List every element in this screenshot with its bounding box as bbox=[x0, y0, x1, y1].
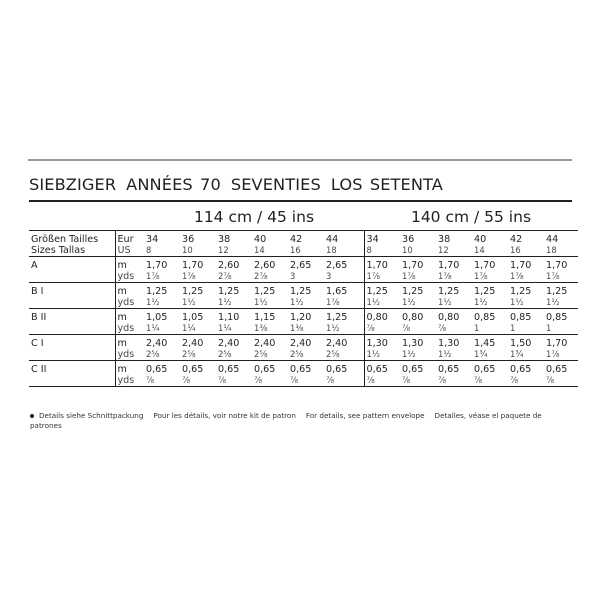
table-cell bbox=[324, 283, 364, 309]
meters-value: 0,65 bbox=[182, 364, 204, 375]
meters-value: 1,25 bbox=[474, 286, 496, 297]
meters-value: 2,60 bbox=[218, 260, 240, 271]
table-cell bbox=[472, 361, 508, 387]
meters-value: 1,25 bbox=[146, 286, 168, 297]
table-row bbox=[29, 283, 578, 309]
table-row bbox=[29, 257, 578, 283]
top-divider bbox=[28, 159, 572, 161]
meters-value: 2,40 bbox=[326, 338, 348, 349]
us-size: 12 bbox=[438, 245, 449, 255]
view-label: A bbox=[29, 257, 115, 283]
eur-size: 42 bbox=[290, 234, 303, 245]
unit-yds: yds bbox=[117, 297, 135, 308]
yards-value: 1½ bbox=[218, 297, 232, 307]
yards-value: 1½ bbox=[326, 323, 340, 333]
yards-value: 2⅝ bbox=[254, 349, 268, 359]
table-row bbox=[29, 335, 578, 361]
table-cell bbox=[364, 283, 400, 309]
meters-value: 0,65 bbox=[290, 364, 312, 375]
yards-value: 1½ bbox=[402, 349, 416, 359]
table-cell bbox=[508, 257, 544, 283]
yards-value: 1⅞ bbox=[402, 271, 416, 281]
meters-value: 1,30 bbox=[438, 338, 460, 349]
meters-value: 0,65 bbox=[366, 364, 388, 375]
yards-value: 1⅞ bbox=[438, 271, 452, 281]
yards-value: ⅞ bbox=[402, 375, 411, 385]
unit-yds: yds bbox=[117, 323, 135, 334]
yards-value: 1¼ bbox=[182, 323, 196, 333]
meters-value: 1,25 bbox=[254, 286, 276, 297]
table-cell bbox=[324, 309, 364, 335]
meters-value: 1,70 bbox=[510, 260, 532, 271]
unit-m: m bbox=[117, 338, 127, 349]
table-cell bbox=[544, 361, 578, 387]
meters-value: 0,65 bbox=[254, 364, 276, 375]
yardage-table bbox=[29, 204, 578, 387]
eur-size: 40 bbox=[254, 234, 267, 245]
meters-value: 1,25 bbox=[510, 286, 532, 297]
eur-size: 38 bbox=[438, 234, 451, 245]
table-cell bbox=[364, 335, 400, 361]
unit-m: m bbox=[117, 312, 127, 323]
table-cell bbox=[324, 257, 364, 283]
yards-value: 1½ bbox=[146, 297, 160, 307]
eur-size: 42 bbox=[510, 234, 523, 245]
meters-value: 1,70 bbox=[182, 260, 204, 271]
title-french: ANNÉES 70 bbox=[126, 175, 221, 194]
yards-value: 1 bbox=[474, 323, 480, 333]
yards-value: 2⅝ bbox=[290, 349, 304, 359]
fabric-width-row bbox=[29, 204, 578, 231]
yards-value: 2⅞ bbox=[254, 271, 268, 281]
meters-value: 0,80 bbox=[438, 312, 460, 323]
bullet-icon bbox=[30, 414, 34, 418]
meters-value: 0,85 bbox=[546, 312, 568, 323]
table-cell bbox=[400, 361, 436, 387]
yards-value: ⅞ bbox=[546, 375, 555, 385]
us-size: 10 bbox=[402, 245, 413, 255]
yards-value: 1⅞ bbox=[366, 271, 380, 281]
meters-value: 1,25 bbox=[290, 286, 312, 297]
eur-size: 44 bbox=[326, 234, 339, 245]
us-size: 14 bbox=[474, 245, 485, 255]
meters-value: 2,60 bbox=[254, 260, 276, 271]
yards-value: 1½ bbox=[402, 297, 416, 307]
yards-value: 1½ bbox=[438, 297, 452, 307]
yards-value: 1⅞ bbox=[474, 271, 488, 281]
meters-value: 1,20 bbox=[290, 312, 312, 323]
yards-value: 1¾ bbox=[510, 349, 524, 359]
table-cell bbox=[400, 335, 436, 361]
meters-value: 0,80 bbox=[366, 312, 388, 323]
meters-value: 1,50 bbox=[510, 338, 532, 349]
yards-value: ⅞ bbox=[218, 375, 227, 385]
size-system-label: Eur US bbox=[115, 231, 144, 257]
table-cell bbox=[180, 335, 216, 361]
us-size: 8 bbox=[146, 245, 152, 255]
yards-value: 1⅞ bbox=[182, 271, 196, 281]
note-de: Details siehe Schnittpackung bbox=[39, 411, 144, 420]
yards-value: ⅞ bbox=[438, 323, 447, 333]
table-cell bbox=[544, 283, 578, 309]
size-col-header bbox=[472, 231, 508, 257]
unit-m: m bbox=[117, 364, 127, 375]
us-size: 14 bbox=[254, 245, 265, 255]
table-cell bbox=[288, 257, 324, 283]
yards-value: 3 bbox=[326, 271, 332, 281]
table-cell bbox=[144, 335, 180, 361]
table-cell bbox=[180, 257, 216, 283]
table-cell bbox=[216, 335, 252, 361]
table-cell bbox=[180, 361, 216, 387]
yards-value: ⅞ bbox=[366, 323, 375, 333]
table-cell bbox=[288, 309, 324, 335]
size-col-header bbox=[544, 231, 578, 257]
unit-label bbox=[115, 335, 144, 361]
title-english: SEVENTIES bbox=[230, 175, 321, 194]
meters-value: 1,70 bbox=[546, 338, 568, 349]
us-size: 18 bbox=[326, 245, 337, 255]
title-spanish: LOS SETENTA bbox=[330, 175, 443, 194]
table-cell bbox=[364, 309, 400, 335]
table-cell bbox=[144, 361, 180, 387]
yards-value: ⅞ bbox=[366, 375, 375, 385]
table-cell bbox=[400, 257, 436, 283]
title-underline bbox=[29, 200, 572, 202]
unit-m: m bbox=[117, 286, 127, 297]
meters-value: 1,70 bbox=[402, 260, 424, 271]
unit-yds: yds bbox=[117, 271, 135, 282]
table-cell bbox=[144, 283, 180, 309]
table-cell bbox=[436, 335, 472, 361]
yards-value: 1½ bbox=[254, 297, 268, 307]
eur-size: 38 bbox=[218, 234, 231, 245]
table-cell bbox=[436, 361, 472, 387]
us-size: 8 bbox=[366, 245, 372, 255]
view-label: B II bbox=[29, 309, 115, 335]
yards-value: 1¼ bbox=[218, 323, 232, 333]
table-cell bbox=[364, 361, 400, 387]
size-col-header bbox=[216, 231, 252, 257]
table-row bbox=[29, 361, 578, 387]
yards-value: 1⅞ bbox=[546, 349, 560, 359]
table-cell bbox=[508, 283, 544, 309]
size-col-header bbox=[436, 231, 472, 257]
meters-value: 1,25 bbox=[438, 286, 460, 297]
meters-value: 1,70 bbox=[438, 260, 460, 271]
meters-value: 1,45 bbox=[474, 338, 496, 349]
size-col-header bbox=[180, 231, 216, 257]
meters-value: 1,25 bbox=[402, 286, 424, 297]
yards-value: 1¼ bbox=[146, 323, 160, 333]
table-cell bbox=[144, 257, 180, 283]
table-cell bbox=[364, 257, 400, 283]
table-cell bbox=[216, 361, 252, 387]
size-col-header bbox=[364, 231, 400, 257]
meters-value: 2,40 bbox=[254, 338, 276, 349]
size-col-header bbox=[288, 231, 324, 257]
note-fr: Pour les détails, voir notre kit de patron bbox=[153, 411, 296, 420]
unit-label bbox=[115, 361, 144, 387]
yards-value: 1⅞ bbox=[326, 297, 340, 307]
yards-value: 1⅜ bbox=[254, 323, 268, 333]
meters-value: 1,70 bbox=[474, 260, 496, 271]
yards-value: 2⅝ bbox=[146, 349, 160, 359]
meters-value: 1,25 bbox=[366, 286, 388, 297]
table-cell bbox=[472, 309, 508, 335]
title-german: SIEBZIGER bbox=[29, 175, 117, 194]
table-cell bbox=[180, 309, 216, 335]
table-cell bbox=[400, 283, 436, 309]
yards-value: 2⅝ bbox=[218, 349, 232, 359]
page-title bbox=[29, 175, 453, 194]
yards-value: 1 bbox=[510, 323, 516, 333]
meters-value: 2,65 bbox=[326, 260, 348, 271]
yards-value: ⅞ bbox=[182, 375, 191, 385]
us-size: 16 bbox=[290, 245, 301, 255]
table-cell bbox=[252, 257, 288, 283]
footnotes bbox=[30, 411, 575, 431]
note-es: Detalles, véase el paquete de patrones bbox=[30, 411, 542, 430]
table-cell bbox=[252, 335, 288, 361]
table-cell bbox=[472, 283, 508, 309]
table-cell bbox=[252, 283, 288, 309]
size-col-header bbox=[400, 231, 436, 257]
yards-value: 1½ bbox=[366, 297, 380, 307]
unit-label bbox=[115, 283, 144, 309]
meters-value: 2,40 bbox=[218, 338, 240, 349]
fabric-width-140: 140 cm / 55 ins bbox=[410, 208, 532, 226]
table-cell bbox=[252, 309, 288, 335]
yards-value: 1½ bbox=[366, 349, 380, 359]
eur-size: 44 bbox=[546, 234, 559, 245]
table-cell bbox=[216, 257, 252, 283]
yards-value: 1½ bbox=[438, 349, 452, 359]
meters-value: 0,65 bbox=[326, 364, 348, 375]
eur-size: 34 bbox=[366, 234, 379, 245]
meters-value: 1,05 bbox=[182, 312, 204, 323]
yards-value: 1½ bbox=[474, 297, 488, 307]
size-header-row bbox=[29, 231, 578, 257]
note-en: For details, see pattern envelope bbox=[305, 411, 425, 420]
table-cell bbox=[544, 309, 578, 335]
yards-value: ⅞ bbox=[438, 375, 447, 385]
yards-value: 1 bbox=[546, 323, 552, 333]
meters-value: 1,70 bbox=[366, 260, 388, 271]
meters-value: 1,25 bbox=[546, 286, 568, 297]
table-cell bbox=[508, 309, 544, 335]
size-label: Größen Tailles Sizes Tallas bbox=[29, 231, 115, 257]
yards-value: 1⅞ bbox=[146, 271, 160, 281]
meters-value: 1,70 bbox=[546, 260, 568, 271]
yards-value: ⅞ bbox=[254, 375, 263, 385]
yards-value: ⅞ bbox=[290, 375, 299, 385]
meters-value: 0,65 bbox=[146, 364, 168, 375]
meters-value: 0,80 bbox=[402, 312, 424, 323]
yards-value: 1¾ bbox=[474, 349, 488, 359]
yards-value: 1½ bbox=[546, 297, 560, 307]
view-label: C II bbox=[29, 361, 115, 387]
size-col-header bbox=[252, 231, 288, 257]
yards-value: ⅞ bbox=[474, 375, 483, 385]
table-cell bbox=[288, 283, 324, 309]
meters-value: 0,65 bbox=[402, 364, 424, 375]
meters-value: 2,40 bbox=[146, 338, 168, 349]
unit-label bbox=[115, 309, 144, 335]
size-col-header bbox=[508, 231, 544, 257]
table-cell bbox=[288, 335, 324, 361]
yards-value: 1½ bbox=[182, 297, 196, 307]
eur-size: 34 bbox=[146, 234, 159, 245]
yards-value: 2⅝ bbox=[326, 349, 340, 359]
meters-value: 1,70 bbox=[146, 260, 168, 271]
meters-value: 0,65 bbox=[438, 364, 460, 375]
view-label: B I bbox=[29, 283, 115, 309]
meters-value: 0,65 bbox=[474, 364, 496, 375]
yards-value: 2⅝ bbox=[182, 349, 196, 359]
table-cell bbox=[144, 309, 180, 335]
yards-value: 1½ bbox=[290, 297, 304, 307]
table-cell bbox=[324, 361, 364, 387]
unit-yds: yds bbox=[117, 375, 135, 386]
table-cell bbox=[180, 283, 216, 309]
yards-value: 1½ bbox=[510, 297, 524, 307]
eur-size: 36 bbox=[182, 234, 195, 245]
yards-value: 2⅞ bbox=[218, 271, 232, 281]
eur-size: 40 bbox=[474, 234, 487, 245]
meters-value: 2,65 bbox=[290, 260, 312, 271]
meters-value: 1,15 bbox=[254, 312, 276, 323]
meters-value: 1,30 bbox=[366, 338, 388, 349]
us-size: 16 bbox=[510, 245, 521, 255]
size-col-header bbox=[324, 231, 364, 257]
table-cell bbox=[508, 335, 544, 361]
yards-value: 1⅜ bbox=[290, 323, 304, 333]
table-cell bbox=[400, 309, 436, 335]
unit-yds: yds bbox=[117, 349, 135, 360]
meters-value: 2,40 bbox=[182, 338, 204, 349]
fabric-width-114: 114 cm / 45 ins bbox=[193, 208, 315, 226]
table-cell bbox=[436, 309, 472, 335]
eur-size: 36 bbox=[402, 234, 415, 245]
table-cell bbox=[288, 361, 324, 387]
table-cell bbox=[472, 257, 508, 283]
yards-value: 3 bbox=[290, 271, 296, 281]
unit-m: m bbox=[117, 260, 127, 271]
table-cell bbox=[216, 309, 252, 335]
yards-value: ⅞ bbox=[326, 375, 335, 385]
meters-value: 1,10 bbox=[218, 312, 240, 323]
meters-value: 0,65 bbox=[510, 364, 532, 375]
size-col-header bbox=[144, 231, 180, 257]
yards-value: ⅞ bbox=[510, 375, 519, 385]
meters-value: 1,65 bbox=[326, 286, 348, 297]
table-cell bbox=[508, 361, 544, 387]
meters-value: 1,25 bbox=[182, 286, 204, 297]
meters-value: 0,85 bbox=[474, 312, 496, 323]
table-cell bbox=[324, 335, 364, 361]
meters-value: 0,85 bbox=[510, 312, 532, 323]
us-size: 12 bbox=[218, 245, 229, 255]
meters-value: 1,25 bbox=[326, 312, 348, 323]
table-cell bbox=[436, 257, 472, 283]
table-cell bbox=[252, 361, 288, 387]
meters-value: 1,05 bbox=[146, 312, 168, 323]
meters-value: 1,25 bbox=[218, 286, 240, 297]
yards-value: 1⅞ bbox=[510, 271, 524, 281]
view-label: C I bbox=[29, 335, 115, 361]
table-cell bbox=[472, 335, 508, 361]
us-size: 18 bbox=[546, 245, 557, 255]
table-cell bbox=[436, 283, 472, 309]
us-size: 10 bbox=[182, 245, 193, 255]
table-cell bbox=[544, 335, 578, 361]
yards-value: ⅞ bbox=[146, 375, 155, 385]
yards-value: ⅞ bbox=[402, 323, 411, 333]
table-row bbox=[29, 309, 578, 335]
table-cell bbox=[216, 283, 252, 309]
meters-value: 2,40 bbox=[290, 338, 312, 349]
meters-value: 0,65 bbox=[218, 364, 240, 375]
meters-value: 0,65 bbox=[546, 364, 568, 375]
table-cell bbox=[544, 257, 578, 283]
yards-value: 1⅞ bbox=[546, 271, 560, 281]
meters-value: 1,30 bbox=[402, 338, 424, 349]
unit-label bbox=[115, 257, 144, 283]
